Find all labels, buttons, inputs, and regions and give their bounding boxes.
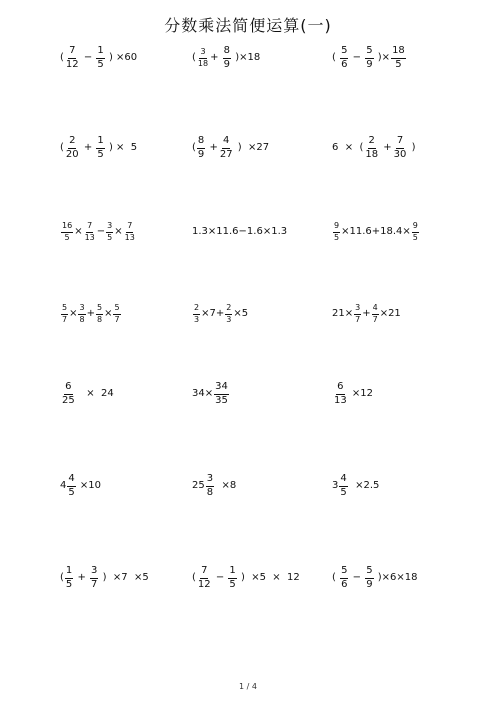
problem-1-2 — [192, 46, 260, 70]
fraction-denominator: 7 — [91, 578, 98, 590]
fraction — [354, 304, 361, 324]
fraction-denominator: 13 — [124, 232, 135, 242]
fraction-denominator: 3 — [226, 314, 232, 324]
fraction-numerator: 8 — [223, 46, 231, 59]
expression-text: × 24 — [76, 388, 114, 399]
expression-text: + — [206, 142, 218, 153]
problem-7-1 — [60, 566, 149, 590]
expression-text: )×6×18 — [374, 572, 418, 583]
expression-text: − — [212, 572, 228, 583]
fraction-denominator: 7 — [372, 314, 378, 324]
fraction — [67, 474, 75, 498]
fraction-denominator: 9 — [197, 148, 205, 160]
expression-text: ( — [332, 52, 340, 63]
fraction-denominator: 5 — [412, 232, 418, 242]
expression-text: ( — [192, 142, 196, 153]
fraction — [372, 304, 379, 324]
fraction-numerator: 6 — [336, 382, 344, 395]
fraction-numerator: 9 — [412, 222, 419, 232]
expression-text: × — [74, 226, 83, 237]
expression-text: × — [104, 308, 113, 319]
fraction — [61, 382, 76, 406]
expression-text: ( — [192, 572, 196, 583]
fraction — [333, 382, 348, 406]
fraction-denominator: 13 — [334, 394, 347, 406]
expression-text: + — [362, 308, 371, 319]
fraction — [393, 136, 408, 160]
fraction-denominator: 27 — [219, 148, 233, 160]
fraction-numerator: 7 — [396, 136, 404, 149]
fraction-denominator: 5 — [97, 148, 104, 160]
problem-1-3 — [332, 46, 407, 70]
fraction-numerator: 34 — [214, 382, 229, 395]
fraction — [90, 566, 98, 590]
fraction-denominator: 12 — [65, 58, 79, 70]
expression-text: )×18 — [232, 52, 261, 63]
fraction-numerator: 3 — [90, 566, 98, 579]
fraction — [339, 474, 347, 498]
fraction — [65, 136, 80, 160]
expression-text: + — [80, 142, 96, 153]
fraction — [124, 222, 136, 242]
fraction-denominator: 7 — [62, 314, 68, 324]
fraction — [223, 46, 231, 70]
problem-5-2 — [192, 382, 230, 406]
fraction — [84, 222, 96, 242]
problem-2-1 — [60, 136, 137, 160]
fraction — [78, 304, 85, 324]
problem-6-1 — [60, 474, 101, 498]
fraction — [193, 304, 200, 324]
problem-7-2 — [192, 566, 300, 590]
expression-text: 25 — [192, 480, 205, 491]
fraction-numerator: 2 — [225, 304, 232, 314]
fraction — [65, 46, 80, 70]
fraction-denominator: 9 — [223, 58, 231, 70]
fraction-denominator: 5 — [65, 578, 73, 590]
fraction-numerator: 7 — [86, 222, 93, 232]
fraction-numerator: 8 — [197, 136, 205, 149]
expression-text: ( — [60, 142, 64, 153]
problem-6-3 — [332, 474, 379, 498]
expression-text: + — [380, 142, 392, 153]
fraction-numerator: 5 — [365, 46, 373, 59]
fraction-numerator: 9 — [333, 222, 340, 232]
fraction — [96, 136, 104, 160]
fraction-denominator: 8 — [206, 486, 214, 498]
expression-text: × — [69, 308, 78, 319]
problem-1-1 — [60, 46, 137, 70]
fraction-numerator: 1 — [96, 46, 104, 59]
problem-5-3 — [332, 382, 373, 406]
fraction-numerator: 5 — [113, 304, 120, 314]
fraction-denominator: 35 — [215, 394, 228, 406]
fraction-numerator: 4 — [339, 474, 347, 487]
expression-text: ) ×60 — [105, 52, 138, 63]
fraction-numerator: 4 — [67, 474, 75, 487]
page-title: 分数乘法简便运算(一) — [164, 16, 332, 35]
fraction — [61, 222, 73, 242]
fraction — [340, 46, 348, 70]
expression-text: + — [210, 52, 222, 63]
fraction-denominator: 8 — [79, 314, 85, 324]
expression-text: × — [114, 226, 123, 237]
problem-4-3 — [332, 302, 401, 326]
fraction-denominator: 6 — [341, 58, 348, 70]
expression-text: ×2.5 — [348, 480, 380, 491]
fraction-numerator: 7 — [68, 46, 76, 59]
expression-text: 4 — [60, 480, 67, 491]
problem-3-2 — [192, 220, 287, 244]
fraction-numerator: 6 — [64, 382, 72, 395]
fraction — [333, 222, 340, 242]
fraction — [365, 46, 373, 70]
expression-text: ( — [332, 572, 340, 583]
fraction-denominator: 6 — [341, 578, 348, 590]
fraction-numerator: 3 — [106, 222, 113, 232]
fraction-numerator: 5 — [365, 566, 373, 579]
fraction-numerator: 2 — [193, 304, 200, 314]
fraction — [364, 136, 379, 160]
expression-text: 1.3×11.6−1.6×1.3 — [192, 226, 288, 237]
fraction — [391, 46, 406, 70]
fraction-denominator: 9 — [366, 58, 373, 70]
expression-text: ×11.6+18.4× — [341, 226, 411, 237]
fraction-denominator: 5 — [340, 486, 347, 498]
problem-3-3 — [332, 220, 420, 244]
expression-text: ×21 — [379, 308, 401, 319]
expression-text: ) ×27 — [234, 142, 270, 153]
fraction — [340, 566, 348, 590]
fraction — [225, 304, 232, 324]
expression-text: − — [96, 226, 106, 237]
fraction — [65, 566, 73, 590]
fraction-denominator: 5 — [229, 578, 236, 590]
expression-text: ) — [408, 142, 416, 153]
fraction-denominator: 7 — [114, 314, 120, 324]
fraction-numerator: 4 — [222, 136, 230, 149]
fraction — [228, 566, 236, 590]
fraction-numerator: 1 — [228, 566, 236, 579]
expression-text: 6 × ( — [332, 142, 364, 153]
fraction-denominator: 8 — [96, 314, 103, 324]
fraction-numerator: 18 — [391, 46, 406, 59]
fraction-denominator: 5 — [334, 232, 340, 242]
fraction — [113, 304, 120, 324]
expression-text: − — [349, 52, 365, 63]
expression-text: ( — [60, 52, 64, 63]
fraction — [412, 222, 419, 242]
expression-text: ) ×7 ×5 — [99, 572, 149, 583]
expression-text: ×12 — [348, 388, 374, 399]
fraction-numerator: 5 — [340, 566, 348, 579]
fraction-numerator: 7 — [126, 222, 133, 232]
expression-text: 3 — [332, 480, 339, 491]
fraction-denominator: 5 — [68, 486, 75, 498]
fraction-denominator: 12 — [197, 578, 211, 590]
expression-text: ( — [192, 52, 196, 63]
expression-text: − — [349, 572, 365, 583]
expression-text: − — [80, 52, 96, 63]
fraction-numerator: 5 — [96, 304, 103, 314]
fraction — [219, 136, 234, 160]
problem-5-1 — [60, 382, 114, 406]
problem-2-2 — [192, 136, 269, 160]
fraction-denominator: 25 — [62, 394, 75, 406]
fraction — [197, 566, 212, 590]
fraction-denominator: 5 — [64, 232, 70, 242]
fraction-denominator: 3 — [194, 314, 200, 324]
fraction — [96, 46, 104, 70]
fraction — [197, 136, 205, 160]
expression-text: 21× — [332, 308, 354, 319]
problem-7-3 — [332, 566, 418, 590]
expression-text: ×8 — [215, 480, 237, 491]
expression-text: + — [74, 572, 90, 583]
fraction — [106, 222, 113, 242]
problem-2-3 — [332, 136, 415, 160]
expression-text: ×10 — [76, 480, 102, 491]
fraction — [197, 48, 209, 68]
fraction-denominator: 18 — [365, 148, 379, 160]
expression-text: + — [86, 308, 95, 319]
fraction-numerator: 2 — [68, 136, 76, 149]
problem-3-1 — [60, 220, 137, 244]
expression-text: 34× — [192, 388, 214, 399]
fraction-numerator: 7 — [200, 566, 208, 579]
fraction-numerator: 4 — [372, 304, 379, 314]
fraction-numerator: 16 — [61, 222, 73, 232]
fraction-denominator: 20 — [65, 148, 79, 160]
fraction-denominator: 7 — [355, 314, 361, 324]
fraction-numerator: 3 — [78, 304, 85, 314]
fraction-numerator: 5 — [61, 304, 68, 314]
fraction — [214, 382, 229, 406]
fraction-numerator: 1 — [65, 566, 73, 579]
fraction-numerator: 1 — [96, 136, 104, 149]
page-number: 1 / 4 — [239, 682, 257, 691]
fraction-denominator: 9 — [366, 578, 373, 590]
fraction-numerator: 5 — [340, 46, 348, 59]
problem-4-2 — [192, 302, 248, 326]
fraction-numerator: 3 — [354, 304, 361, 314]
fraction — [365, 566, 373, 590]
expression-text: ) × 5 — [105, 142, 138, 153]
fraction — [206, 474, 214, 498]
expression-text: ×7+ — [201, 308, 225, 319]
fraction-numerator: 2 — [368, 136, 376, 149]
fraction-numerator: 3 — [206, 474, 214, 487]
fraction-denominator: 13 — [84, 232, 95, 242]
problem-6-2 — [192, 474, 236, 498]
fraction — [96, 304, 103, 324]
expression-text: )× — [374, 52, 391, 63]
fraction-denominator: 18 — [197, 58, 209, 68]
problem-4-1 — [60, 302, 122, 326]
fraction-denominator: 5 — [97, 58, 104, 70]
expression-text: ×5 — [233, 308, 249, 319]
fraction-denominator: 5 — [107, 232, 113, 242]
fraction-denominator: 5 — [395, 58, 402, 70]
fraction — [61, 304, 68, 324]
fraction-numerator: 3 — [199, 48, 206, 58]
expression-text: ) ×5 × 12 — [237, 572, 300, 583]
fraction-denominator: 30 — [393, 148, 407, 160]
expression-text: ( — [60, 572, 64, 583]
